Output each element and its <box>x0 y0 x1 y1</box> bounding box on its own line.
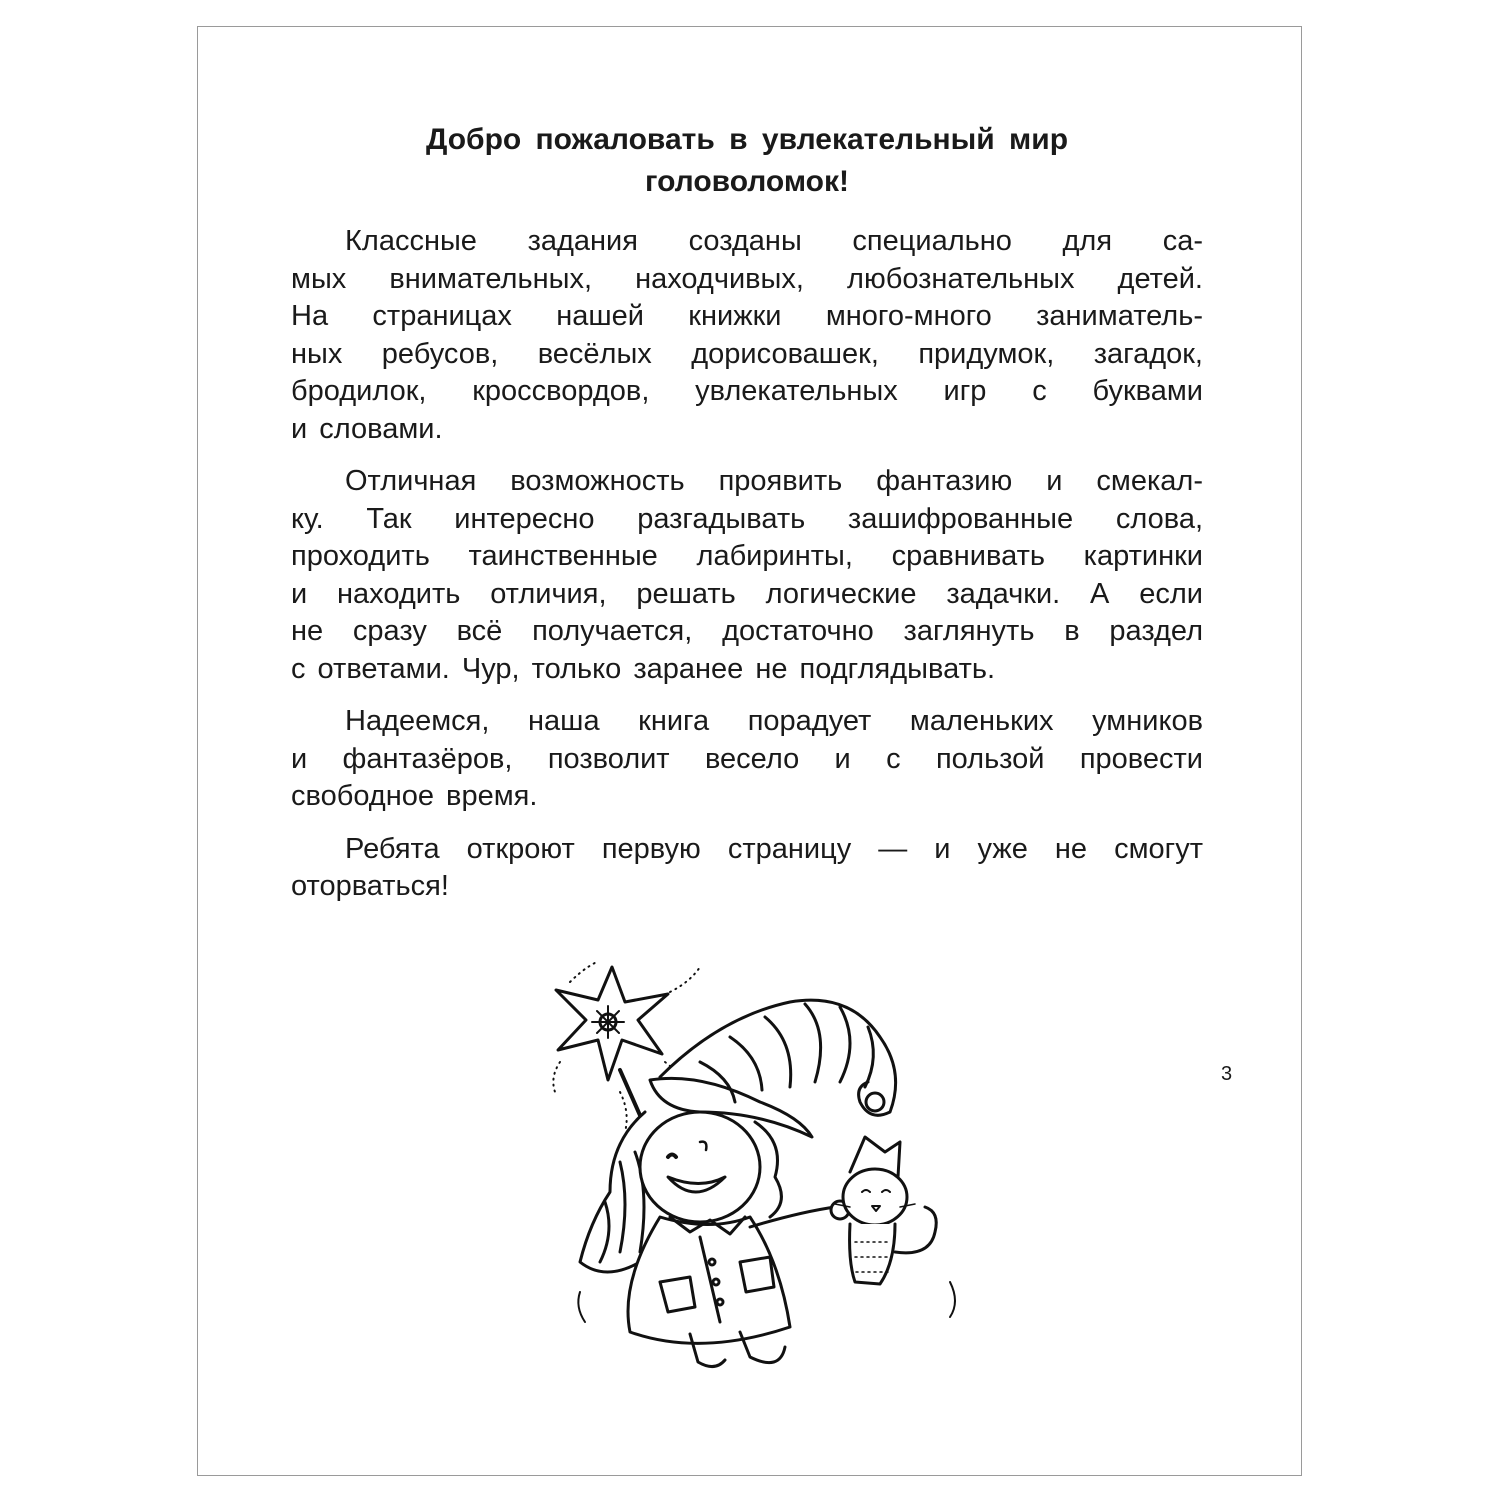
page-number: 3 <box>1221 1063 1233 1085</box>
paragraph <box>291 463 1203 688</box>
text-line: свободное время. <box>291 780 538 812</box>
paragraph <box>291 703 1203 816</box>
title-line-1: Добро пожаловать в увлекательный мир <box>425 123 1069 156</box>
text-line: и словами. <box>291 412 443 445</box>
text-line: не сразу всё получается, достаточно заглянуть в раздел <box>291 615 1203 647</box>
paragraph <box>291 223 1203 448</box>
text-line: ных ребусов, весёлых дорисовашек, придумок, загадок, <box>291 337 1203 370</box>
text-line: оторваться! <box>291 870 449 902</box>
text-line: На страницах нашей книжки много-много заниматель- <box>291 300 1203 332</box>
text-line: Классные задания созданы специально для са- <box>345 225 1203 257</box>
kitten-icon <box>835 1137 936 1284</box>
wizard-girl-illustration <box>550 962 1000 1382</box>
page-title <box>291 119 1203 203</box>
title-line-2: головоломок! <box>644 165 849 198</box>
text-line: Надеемся, наша книга порадует маленьких умников <box>345 705 1203 737</box>
text-line: и фантазёров, позволит весело и с пользой провести <box>291 742 1203 775</box>
book-page <box>197 26 1302 1476</box>
text-line: проходить таинственные лабиринты, сравнивать картинки <box>291 540 1203 572</box>
text-line: бродилок, кроссвордов, увлекательных игр с буквами <box>291 375 1203 407</box>
text-block <box>291 119 1203 921</box>
text-line: Ребята откроют первую страницу — и уже не смогут <box>345 832 1203 865</box>
text-line: Отличная возможность проявить фантазию и смекал- <box>345 465 1203 497</box>
text-line: и находить отличия, решать логические задачки. А если <box>291 577 1203 610</box>
wand-star-icon <box>556 967 668 1080</box>
paragraphs <box>291 223 1203 906</box>
text-line: ку. Так интересно разгадывать зашифрованные слова, <box>291 502 1203 535</box>
text-line: мых внимательных, находчивых, любознательных детей. <box>291 262 1203 295</box>
paragraph <box>291 831 1203 906</box>
text-line: с ответами. Чур, только заранее не подглядывать. <box>291 652 996 685</box>
